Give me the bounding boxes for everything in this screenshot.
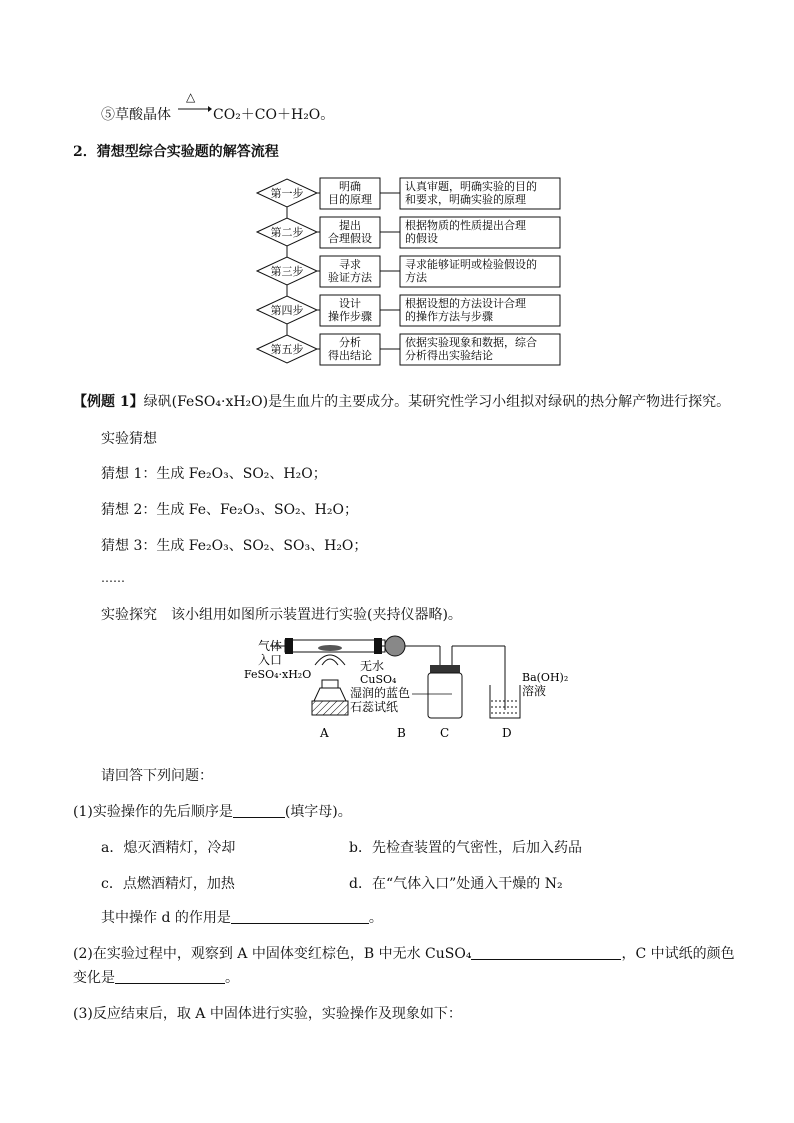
step-title: 设计 xyxy=(339,297,361,310)
label-c: C xyxy=(440,726,450,740)
question-3: (3)反应结束后，取 A 中固体进行实验，实验操作及现象如下： xyxy=(73,1006,462,1022)
circled-number: ⑤ xyxy=(101,107,115,123)
step-title: 验证方法 xyxy=(328,271,372,284)
label-b: B xyxy=(397,726,406,740)
flow-row xyxy=(257,334,560,365)
hypothesis-heading: 实验猜想 xyxy=(101,431,157,447)
step-title: 分析 xyxy=(339,336,361,349)
beaker-d xyxy=(490,646,520,718)
step-desc: 寻求能够证明或检验假设的 xyxy=(405,258,537,271)
question-2-text: (2)在实验过程中，观察到 A 中固体变红棕色，B 中无水 CuSO₄ xyxy=(73,946,472,962)
question-1-d xyxy=(101,907,383,927)
hypothesis-2: 猜想 2：生成 Fe、Fe₂O₃、SO₂、H₂O； xyxy=(101,502,358,518)
step-desc: 方法 xyxy=(405,271,427,284)
section-heading: 2．猜想型综合实验题的解答流程 xyxy=(73,144,279,160)
example-label: 【例题 1】 xyxy=(73,394,144,410)
flow-row xyxy=(257,178,560,218)
step-title: 寻求 xyxy=(339,258,361,271)
answer-blank-3[interactable] xyxy=(471,945,621,960)
label-baoh2-2: 溶液 xyxy=(522,684,547,698)
drying-tube-b xyxy=(385,636,435,656)
arrow-icon xyxy=(178,92,212,116)
reactant-text: 草酸晶体 xyxy=(115,107,171,123)
step-desc: 分析得出实验结论 xyxy=(405,349,493,362)
step-title: 明确 xyxy=(339,180,361,193)
alcohol-burner xyxy=(312,655,348,715)
step-desc: 根据设想的方法设计合理 xyxy=(405,297,526,310)
label-baoh2-1: Ba(OH)₂ xyxy=(522,671,569,684)
label-gas-2: 入口 xyxy=(258,653,283,667)
question-2-line1 xyxy=(73,943,735,963)
flow-row xyxy=(257,217,560,257)
step-title: 操作步骤 xyxy=(328,310,372,323)
label-anhydrous-1: 无水 xyxy=(360,659,385,673)
step-title: 目的原理 xyxy=(328,193,372,206)
label-anhydrous-2: CuSO₄ xyxy=(360,673,397,686)
hypothesis-1: 猜想 1：生成 Fe₂O₃、SO₂、H₂O； xyxy=(101,466,327,482)
step-desc: 和要求，明确实验的原理 xyxy=(405,193,526,206)
flow-diagram xyxy=(255,175,565,370)
label-litmus-2: 石蕊试纸 xyxy=(350,700,399,714)
heat-symbol: △ xyxy=(186,90,196,104)
option-c: c．点燃酒精灯，加热 xyxy=(101,876,235,892)
bottle-c xyxy=(428,646,495,718)
step-desc: 根据物质的性质提出合理 xyxy=(405,219,526,232)
hypothesis-3: 猜想 3：生成 Fe₂O₃、SO₂、SO₃、H₂O； xyxy=(101,538,368,554)
step-desc: 的假设 xyxy=(405,232,438,245)
step-label: 第三步 xyxy=(270,265,304,278)
question-2-text-d: 。 xyxy=(225,970,239,986)
option-a: a．熄灭酒精灯，冷却 xyxy=(101,840,236,856)
label-d: D xyxy=(502,726,512,740)
question-1-d-tail: 。 xyxy=(368,910,383,926)
example-text: 绿矾(FeSO₄·xH₂O)是生血片的主要成分。某研究性学习小组拟对绿矾的热分解产物进行探究。 xyxy=(143,394,731,410)
flow-row xyxy=(257,295,560,335)
label-gas-1: 气体 xyxy=(258,639,283,653)
step-title: 得出结论 xyxy=(328,349,372,362)
question-1 xyxy=(73,801,352,821)
option-d: d．在“气体入口”处通入干燥的 N₂ xyxy=(349,876,563,892)
step-title: 提出 xyxy=(339,219,361,232)
label-a: A xyxy=(320,726,329,740)
label-sample: FeSO₄·xH₂O xyxy=(244,668,312,681)
question-1-text: (1)实验操作的先后顺序是 xyxy=(73,804,233,820)
product-text: CO₂＋CO＋H₂O。 xyxy=(213,107,335,123)
question-2-line2 xyxy=(73,967,239,987)
step-label: 第二步 xyxy=(270,226,304,239)
step-label: 第五步 xyxy=(270,343,304,356)
flow-row xyxy=(257,256,560,296)
question-1-d-text: 其中操作 d 的作用是 xyxy=(101,910,231,926)
question-2-text-b: ，C 中试纸的颜色 xyxy=(621,946,735,962)
step-label: 第一步 xyxy=(270,187,304,200)
answer-blank-2[interactable] xyxy=(231,909,369,924)
answer-blank-4[interactable] xyxy=(115,969,225,984)
heat-arrow xyxy=(178,92,208,116)
example-intro xyxy=(73,391,730,411)
experiment-explore: 实验探究 该小组用如图所示装置进行实验(夹持仪器略)。 xyxy=(101,607,462,623)
step-desc: 依据实验现象和数据，综合 xyxy=(405,336,537,349)
reaction-line-5 xyxy=(101,104,171,124)
step-desc: 的操作方法与步骤 xyxy=(405,310,493,323)
apparatus-diagram xyxy=(240,635,569,745)
question-1-tail: (填字母)。 xyxy=(284,804,352,820)
option-b: b．先检查装置的气密性，后加入药品 xyxy=(349,840,582,856)
step-title: 合理假设 xyxy=(328,232,372,245)
label-litmus-1: 湿润的蓝色 xyxy=(350,686,411,700)
step-label: 第四步 xyxy=(270,304,304,317)
ellipsis: …… xyxy=(101,571,125,585)
step-desc: 认真审题，明确实验的目的 xyxy=(405,180,537,193)
questions-prompt: 请回答下列问题： xyxy=(101,768,213,784)
answer-blank-1[interactable] xyxy=(233,803,285,818)
question-2-text-c: 变化是 xyxy=(73,970,115,986)
